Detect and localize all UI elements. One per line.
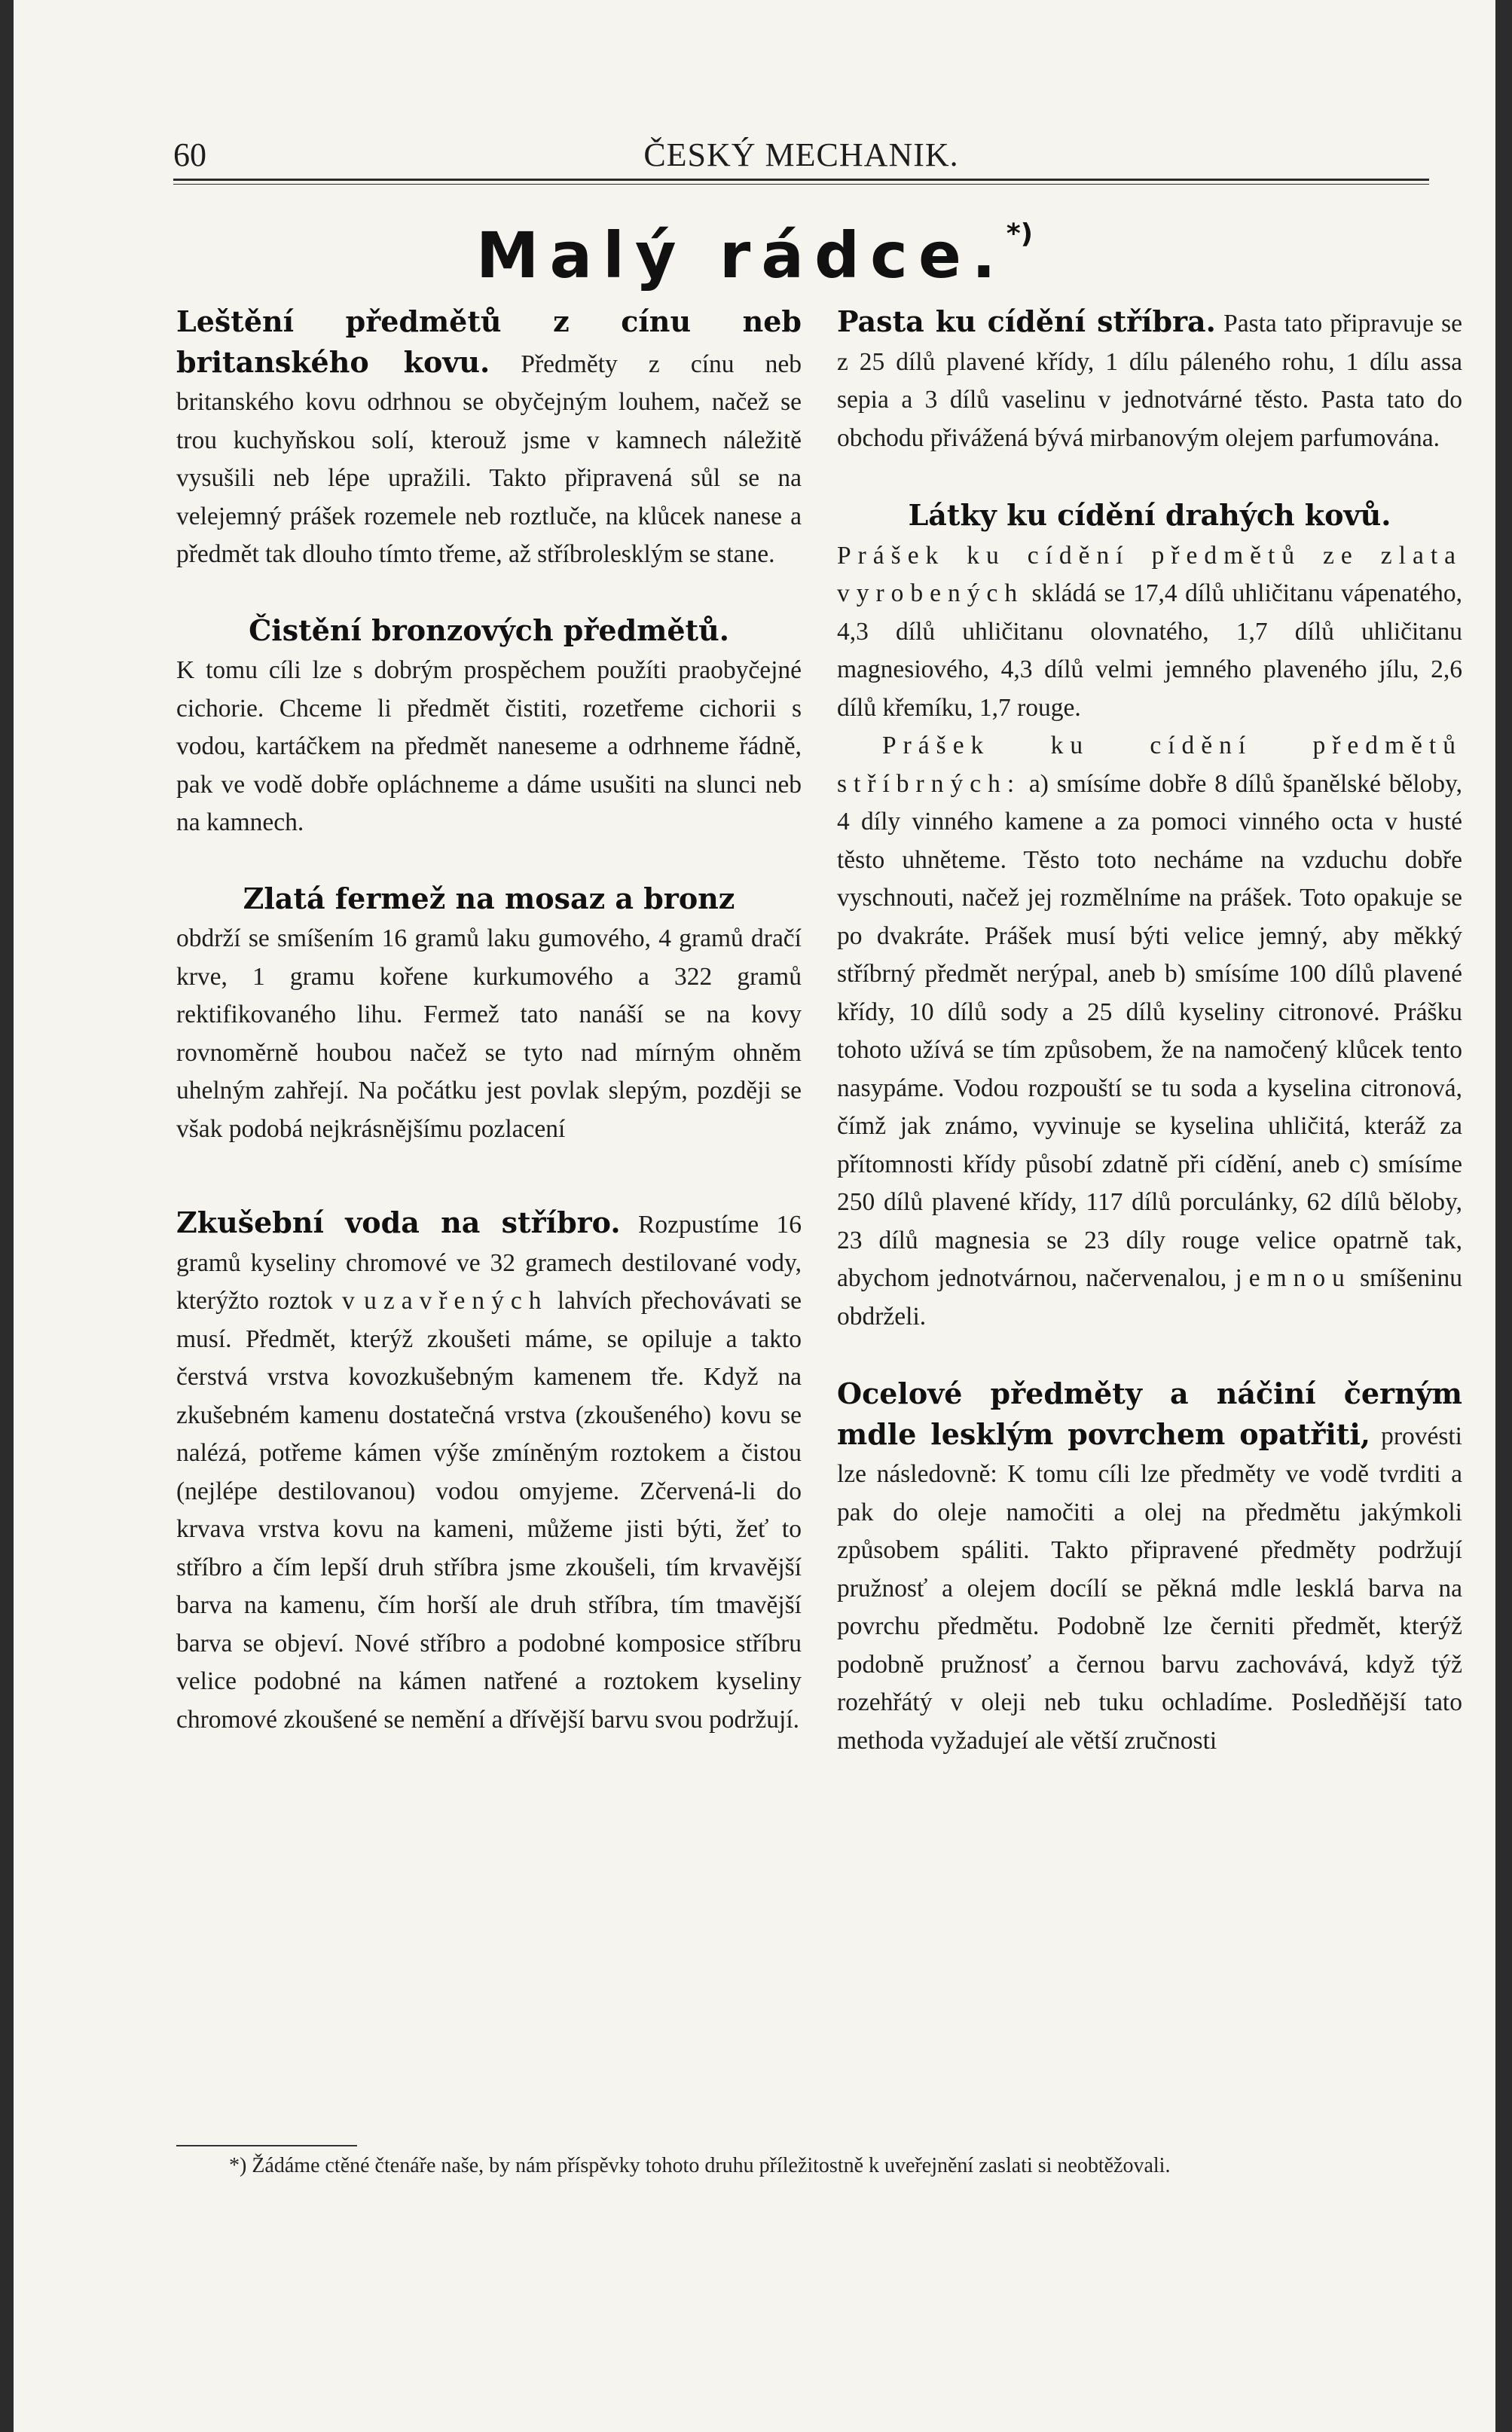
section-silver-paste bbox=[837, 303, 1462, 457]
title-footnote-mark: *) bbox=[1006, 218, 1034, 249]
section-body-part: smíšeninu obdrželi. bbox=[837, 1264, 1462, 1331]
section-paragraph-gold bbox=[837, 537, 1462, 728]
page-header bbox=[173, 136, 1429, 181]
section-body: provésti lze následovně: K tomu cíli lze předměty ve vodě tvrditi a pak do oleje namočiti a olej na předmětu jakýmkoli způsobem spáliti. Takto připravené předměty podržují pružnosť a olejem docílí se pěkná mdle lesklá barva na povrchu předmětu. Podobně lze černiti předmět, kterýž podobně pružnosť a černou barvu zachovává, když týž rozehřátý v oleji neb tuku ochladíme. Posledňější tato methoda vyžadujeí ale větší zručnosti bbox=[837, 1422, 1462, 1755]
emphasized-text: uzavřených bbox=[364, 1287, 548, 1315]
section-paragraph bbox=[837, 303, 1462, 457]
journal-title: ČESKÝ MECHANIK. bbox=[643, 136, 959, 173]
section-body: K tomu cíli lze s dobrým prospěchem použíti praobyčejné cichorie. Chceme li předmět čistiti, rozetřeme cichorii s vodou, kartáčkem na předmět naneseme a odrhneme řádně, pak ve vodě dobře opláchneme a dáme usušiti na slunci neb na kamnech. bbox=[176, 656, 802, 836]
section-paragraph bbox=[837, 1375, 1462, 1760]
section-paragraph bbox=[176, 303, 802, 574]
section-paragraph-silver bbox=[837, 727, 1462, 1336]
right-column bbox=[837, 303, 1462, 1760]
section-precious-metal-cleaning bbox=[837, 496, 1462, 1336]
section-body: obdrží se smíšením 16 gramů laku gumového, 4 gramů dračí krve, 1 gramu kořene kurkumového a 322 gramů rektifikovaného lihu. Fermež tato nanáší se na kovy rovnoměrně houbou načež se tyto nad mírným ohněm uhelným zahřejí. Na počátku jest povlak slepým, později se však podobá nejkrásnějšímu pozlacení bbox=[176, 924, 802, 1143]
section-body-part: lahvích přechovávati se musí. Předmět, kterýž zkoušeti máme, se opiluje a takto čerstvá vrstva kovozkušebným kamenem tře. Když na zkušebném kamenu dostatečná vrstva (zkoušeného) kovu se nalézá, potřeme kámen výše zmíněným roztokem a čistou (nejlépe destilovanou) vodou omyjeme. Zčervená-li do krvava vrstva kovu na kameni, můžeme jisti býti, žeť to stříbro a čím lepší druh stříbra jsme zkoušeli, tím krvavější barva na kamenu, čím horší ale druh stříbra, tím tmavější barva se objeví. Nové stříbro a podobné komposice stříbru velice podobné na kámen natřené a roztokem kyseliny chromové zkoušené se nemění a dřívější barvu svou podržují. bbox=[176, 1287, 802, 1734]
section-silver-test-water bbox=[176, 1186, 802, 1739]
section-heading: Zkušební voda na stříbro. bbox=[176, 1205, 621, 1239]
header-rule-thick bbox=[173, 179, 1429, 181]
section-body: Předměty z cínu neb britanského kovu odrhnou se obyčejným louhem, načež se trou kuchyňskou solí, kterouž jsme v kamnech náležitě vysušili neb lépe upražili. Takto připravená sůl se na velejemný prášek rozemele neb roztluče, na klůcek nanese a předmět tak dlouho tímto třeme, až stříbrolesklým se stane. bbox=[176, 350, 802, 568]
section-heading-line bbox=[176, 612, 802, 652]
section-body-part: skládá se 17,4 dílů uhličitanu vápenatého, 4,3 dílů uhličitanu olovnatého, 1,7 dílů uhličitanu magnesiového, 4,3 dílů velmi jemného plaveného jílu, 2,6 dílů křemíku, 1,7 rouge. bbox=[837, 579, 1462, 722]
section-heading: Ocelové předměty a náčiní černým mdle lesklým povrchem opatřiti, bbox=[837, 1376, 1462, 1451]
section-body: Pasta tato připravuje se z 25 dílů plavené křídy, 1 dílu páleného rohu, 1 dílu assa sepia a 3 dílů vaselinu v jednotvárné těsto. Pasta tato do obchodu přivážená bývá mirbanovým olejem parfumována. bbox=[837, 310, 1462, 452]
section-bronze-cleaning bbox=[176, 612, 802, 842]
emphasized-text: Prášek ku cídění předmětů ze zlata vyrobených bbox=[837, 541, 1462, 607]
page-number: 60 bbox=[173, 136, 206, 173]
section-heading: Pasta ku cídění stříbra. bbox=[837, 304, 1216, 338]
section-heading: Čistění bronzových předmětů. bbox=[249, 613, 729, 647]
emphasized-text: jemnou bbox=[1235, 1264, 1352, 1292]
left-column bbox=[176, 303, 802, 1739]
section-tin-polishing bbox=[176, 303, 802, 574]
section-heading: Látky ku cídění drahých kovů. bbox=[908, 498, 1391, 532]
section-paragraph bbox=[176, 1204, 802, 1739]
footnote-rule bbox=[176, 2145, 357, 2146]
section-steel-blackening bbox=[837, 1375, 1462, 1760]
section-heading: Zlatá fermež na mosaz a bronz bbox=[243, 881, 735, 915]
section-heading-line bbox=[837, 496, 1462, 537]
section-heading: Leštění předmětů z cínu neb britanského kovu. bbox=[176, 304, 802, 379]
emphasized-text: Prášek ku cídění předmětů stříbrných: bbox=[837, 732, 1462, 798]
header-rule-thin bbox=[173, 184, 1429, 185]
section-body-part: a) smísíme dobře 8 dílů španělské běloby, 4 díly vinného kamene a za pomoci vinného octa v husté těsto uhněteme. Těsto toto necháme na vzduchu dobře vyschnouti, načež jej rozmělníme na prášek. Toto opakuje se po dvakráte. Prášek musí býti velice jemný, aby měkký stříbrný předmět nerýpal, aneb b) smísíme 100 dílů plavené křídy, 10 dílů sody a 25 dílů kyseliny citronové. Prášku tohoto užívá se tím způsobem, že na namočený klůcek tento nasypáme. Vodou rozpouští se tu soda a kyselina citronová, čímž jak známo, vyvinuje se kyselina uhličitá, kteráž za přítomnosti křídy působí zdatně při cídění, aneb c) smísíme 250 dílů plavené křídy, 117 dílů porculánky, 62 dílů běloby, 23 dílů magnesia se 23 díly rouge velice opatrně tak, abychom jednotvárnou, načervenalou, bbox=[837, 769, 1462, 1292]
section-gold-varnish bbox=[176, 880, 802, 1149]
footnote: *) Žádáme ctěné čtenáře naše, by nám příspěvky tohoto druhu příležitostně k uveřejnění zaslati si neobtěžovali. bbox=[229, 2154, 1171, 2177]
section-heading-line bbox=[176, 880, 802, 921]
article-title-text: Malý rádce. bbox=[475, 218, 1006, 292]
article-title bbox=[14, 218, 1495, 292]
section-body-part: Rozpustíme 16 gramů kyseliny chromové ve 32 gramech destilované vody, kterýžto roztok v bbox=[176, 1211, 802, 1315]
